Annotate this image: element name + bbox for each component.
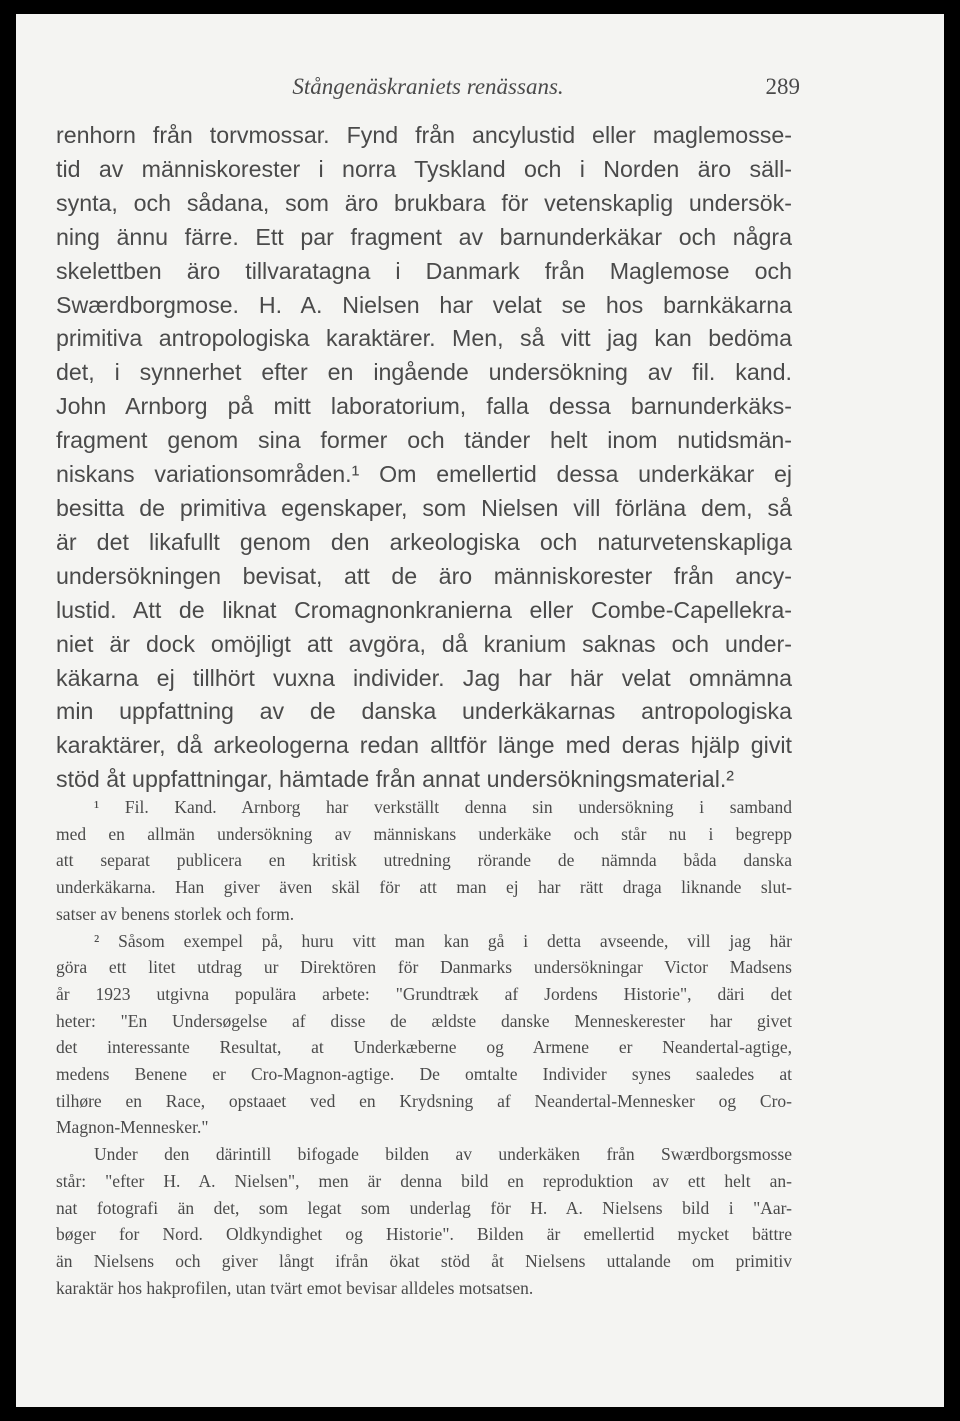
text-line: niskans variationsområden.¹ Om emellertid dessa underkäkar ej	[56, 461, 792, 488]
text-line: Swærdborgmose. H. A. Nielsen har velat se hos barnkäkarna	[56, 291, 792, 318]
text-line: det, i synnerhet efter en ingående undersökning av fil. kand.	[56, 359, 792, 386]
text-line: skelettben äro tillvaratagna i Danmark från Maglemose och	[56, 257, 792, 284]
running-title: Stångenäskraniets renässans.	[292, 74, 564, 99]
footnote-line: att separat publicera en kritisk utredning rörande de nämnda båda danska	[56, 850, 792, 871]
footnote-line: bøger for Nord. Oldkyndighet og Historie". Bilden är emellertid mycket bättre	[56, 1224, 792, 1245]
footnote-line: år 1923 utgivna populära arbete: "Grundtræk af Jordens Historie", däri det	[56, 983, 792, 1004]
text-line: John Arnborg på mitt laboratorium, falla dessa barnunderkäks-	[56, 393, 792, 420]
footnote-line: ¹ Fil. Kand. Arnborg har verkställt denna sin undersökning i samband	[94, 797, 792, 817]
text-line: undersökningen bevisat, att de äro människorester från ancy-	[56, 562, 792, 589]
footnote-line: Under den därintill bifogade bilden av underkäken från Swærdborgsmosse	[94, 1144, 792, 1165]
text-line: stöd åt uppfattningar, hämtade från annat undersökningsmaterial.²	[56, 766, 735, 793]
footnote-line: står: "efter H. A. Nielsen", men är denna bild en reproduktion av ett helt an-	[56, 1170, 792, 1191]
page-number: 289	[765, 74, 800, 99]
footnote-line: ² Såsom exempel på, huru vitt man kan gå i detta avseende, vill jag här	[94, 930, 792, 951]
text-line: käkarna ej tillhört vuxna individer. Jag har här velat omnämna	[56, 664, 792, 691]
text-line: tid av människorester i norra Tyskland och i Norden äro säll-	[56, 155, 792, 182]
text-line: renhorn från torvmossar. Fynd från ancylustid eller maglemosse-	[56, 122, 792, 148]
text-line: niet är dock omöjligt att avgöra, då kranium saknas och under-	[56, 630, 792, 657]
footnote-line: Magnon-Mennesker."	[56, 1117, 209, 1138]
text-line: primitiva antropologiska karaktärer. Men, så vitt jag kan bedöma	[56, 325, 792, 352]
text-line: fragment genom sina former och tänder helt inom nutidsmän-	[56, 427, 792, 454]
text-line: är det likafullt genom den arkeologiska och naturvetenskapliga	[56, 528, 792, 555]
footnote-line: satser av benens storlek och form.	[56, 903, 295, 924]
main-text	[56, 119, 792, 797]
book-page	[16, 14, 944, 1407]
text-line: ning ännu färre. Ett par fragment av barnunderkäkar och några	[56, 223, 792, 250]
text-line: karaktärer, då arkeologerna redan alltför länge med deras hjälp givit	[56, 732, 792, 759]
footnote-line: än Nielsens och giver långt ifrån ökat stöd åt Nielsens uttalande om primitiv	[56, 1250, 792, 1271]
text-line: lustid. Att de liknat Cromagnonkranierna eller Combe-Capellekra-	[56, 596, 792, 623]
footnote-line: karaktär hos hakprofilen, utan tvärt emot bevisar alldeles motsatsen.	[56, 1277, 534, 1298]
text-line: besitta de primitiva egenskaper, som Nielsen vill förläna dem, så	[56, 494, 792, 521]
text-line: min uppfattning av de danska underkäkarnas antropologiska	[56, 698, 792, 725]
text-line: synta, och sådana, som äro brukbara för vetenskaplig undersök-	[56, 189, 792, 216]
footnote-line: med en allmän undersökning av människans underkäke och står nu i begrepp	[56, 823, 792, 844]
footnote-line: underkäkarna. Han giver även skäl för att man ej har rätt draga liknande slut-	[56, 877, 792, 898]
footnote-line: tilhøre en Race, opstaaet ved en Krydsning af Neandertal-Mennesker og Cro-	[56, 1090, 792, 1111]
page-header	[56, 74, 800, 114]
footnotes	[56, 794, 792, 1301]
footnote-line: göra ett litet utdrag ur Direktören för Danmarks undersökningar Victor Madsens	[56, 957, 792, 978]
footnote-line: nat fotografi än det, som legat som underlag för H. A. Nielsens bild i "Aar-	[56, 1197, 792, 1218]
footnote-line: heter: "En Undersøgelse af disse de ældste danske Menneskerester har givet	[56, 1010, 792, 1031]
footnote-line: det interessante Resultat, at Underkæberne og Armene er Neandertal-agtige,	[56, 1037, 792, 1058]
footnote-line: medens Benene er Cro-Magnon-agtige. De omtalte Individer synes saaledes at	[56, 1064, 792, 1085]
